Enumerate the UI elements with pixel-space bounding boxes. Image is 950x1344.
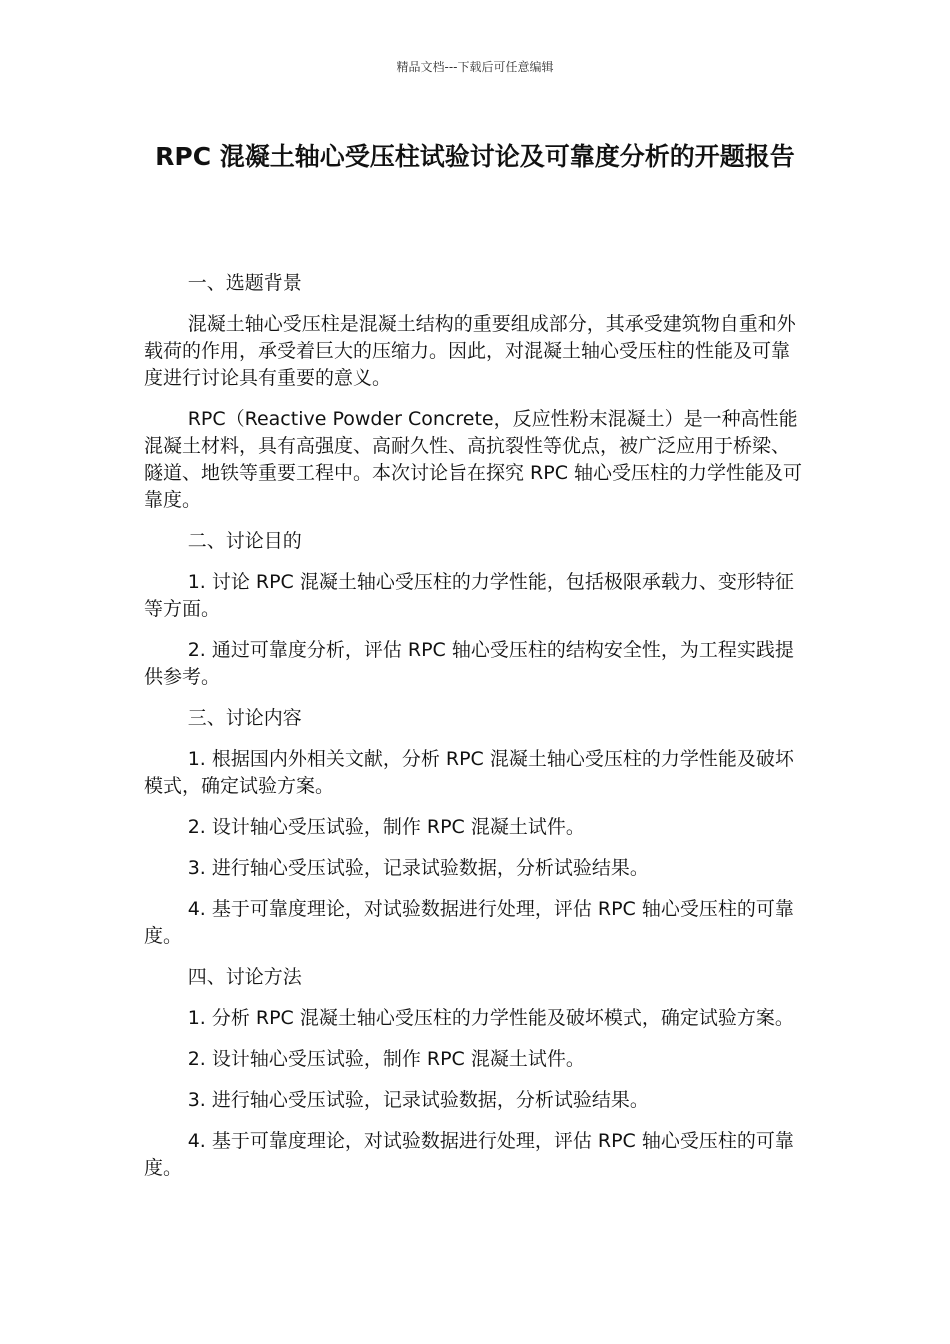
paragraph: 混凝土轴心受压柱是混凝土结构的重要组成部分，其承受建筑物自重和外载荷的作用，承受着巨大的压缩力。因此，对混凝土轴心受压柱的性能及可靠度进行讨论具有重要的意义。 (144, 313, 796, 389)
document-title: RPC 混凝土轴心受压柱试验讨论及可靠度分析的开题报告 (155, 142, 795, 171)
list-item: 3. 进行轴心受压试验，记录试验数据，分析试验结果。 (187, 1089, 649, 1111)
list-item: 2. 设计轴心受压试验，制作 RPC 混凝土试件。 (187, 1048, 585, 1070)
document-body (144, 270, 806, 1196)
list-item: 4. 基于可靠度理论，对试验数据进行处理，评估 RPC 轴心受压柱的可靠度。 (144, 1130, 794, 1179)
paragraph: RPC（Reactive Powder Concrete，反应性粉末混凝土）是一种高性能混凝土材料，具有高强度、高耐久性、高抗裂性等优点，被广泛应用于桥梁、隧道、地铁等重要工程中。本次讨论旨在探究 RPC 轴心受压柱的力学性能及可靠度。 (144, 408, 803, 511)
section-heading: 二、讨论目的 (187, 530, 302, 552)
list-item: 4. 基于可靠度理论，对试验数据进行处理，评估 RPC 轴心受压柱的可靠度。 (144, 898, 794, 947)
section-heading: 四、讨论方法 (187, 966, 302, 988)
list-item: 3. 进行轴心受压试验，记录试验数据，分析试验结果。 (187, 857, 649, 879)
section-heading: 三、讨论内容 (187, 707, 302, 729)
list-item: 2. 设计轴心受压试验，制作 RPC 混凝土试件。 (187, 816, 585, 838)
list-item: 1. 讨论 RPC 混凝土轴心受压柱的力学性能，包括极限承载力、变形特征等方面。 (144, 571, 794, 620)
list-item: 1. 分析 RPC 混凝土轴心受压柱的力学性能及破坏模式，确定试验方案。 (187, 1007, 794, 1029)
header-note: 精品文档---下载后可任意编辑 (396, 60, 554, 74)
list-item: 1. 根据国内外相关文献，分析 RPC 混凝土轴心受压柱的力学性能及破坏模式，确定试验方案。 (144, 748, 794, 797)
section-heading: 一、选题背景 (187, 272, 302, 294)
list-item: 2. 通过可靠度分析，评估 RPC 轴心受压柱的结构安全性，为工程实践提供参考。 (144, 639, 794, 688)
